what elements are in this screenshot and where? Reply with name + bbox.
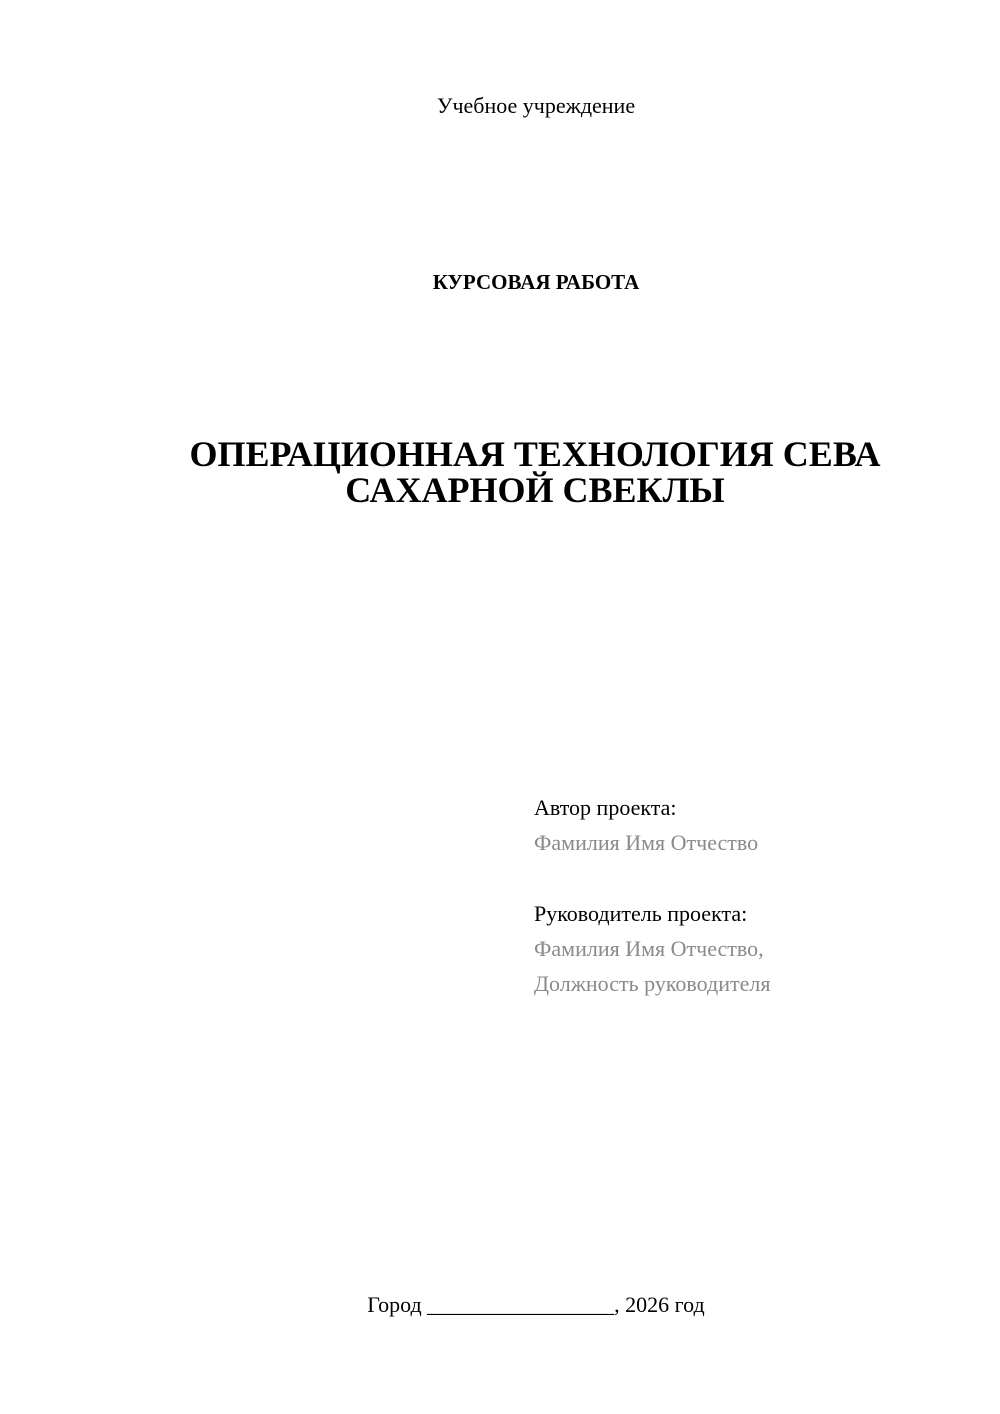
authors-block	[534, 790, 974, 1001]
city-label: Город	[367, 1292, 422, 1317]
supervisor-name: Фамилия Имя Отчество,	[534, 936, 764, 961]
document-title	[120, 436, 950, 508]
year-text: , 2026 год	[614, 1292, 705, 1317]
supervisor-position: Должность руководителя	[534, 971, 771, 996]
institution-name: Учебное учреждение	[436, 93, 636, 118]
city-blank: _________________	[427, 1292, 615, 1317]
title-line-1: ОПЕРАЦИОННАЯ ТЕХНОЛОГИЯ СЕВА	[189, 434, 881, 474]
author-label: Автор проекта:	[534, 795, 677, 820]
city-year-line	[0, 1290, 1000, 1320]
author-name: Фамилия Имя Отчество	[534, 830, 759, 855]
supervisor-label: Руководитель проекта:	[534, 901, 748, 926]
title-line-2: САХАРНОЙ СВЕКЛЫ	[345, 470, 725, 510]
spacer	[534, 860, 974, 896]
work-type-heading: КУРСОВАЯ РАБОТА	[432, 270, 640, 294]
